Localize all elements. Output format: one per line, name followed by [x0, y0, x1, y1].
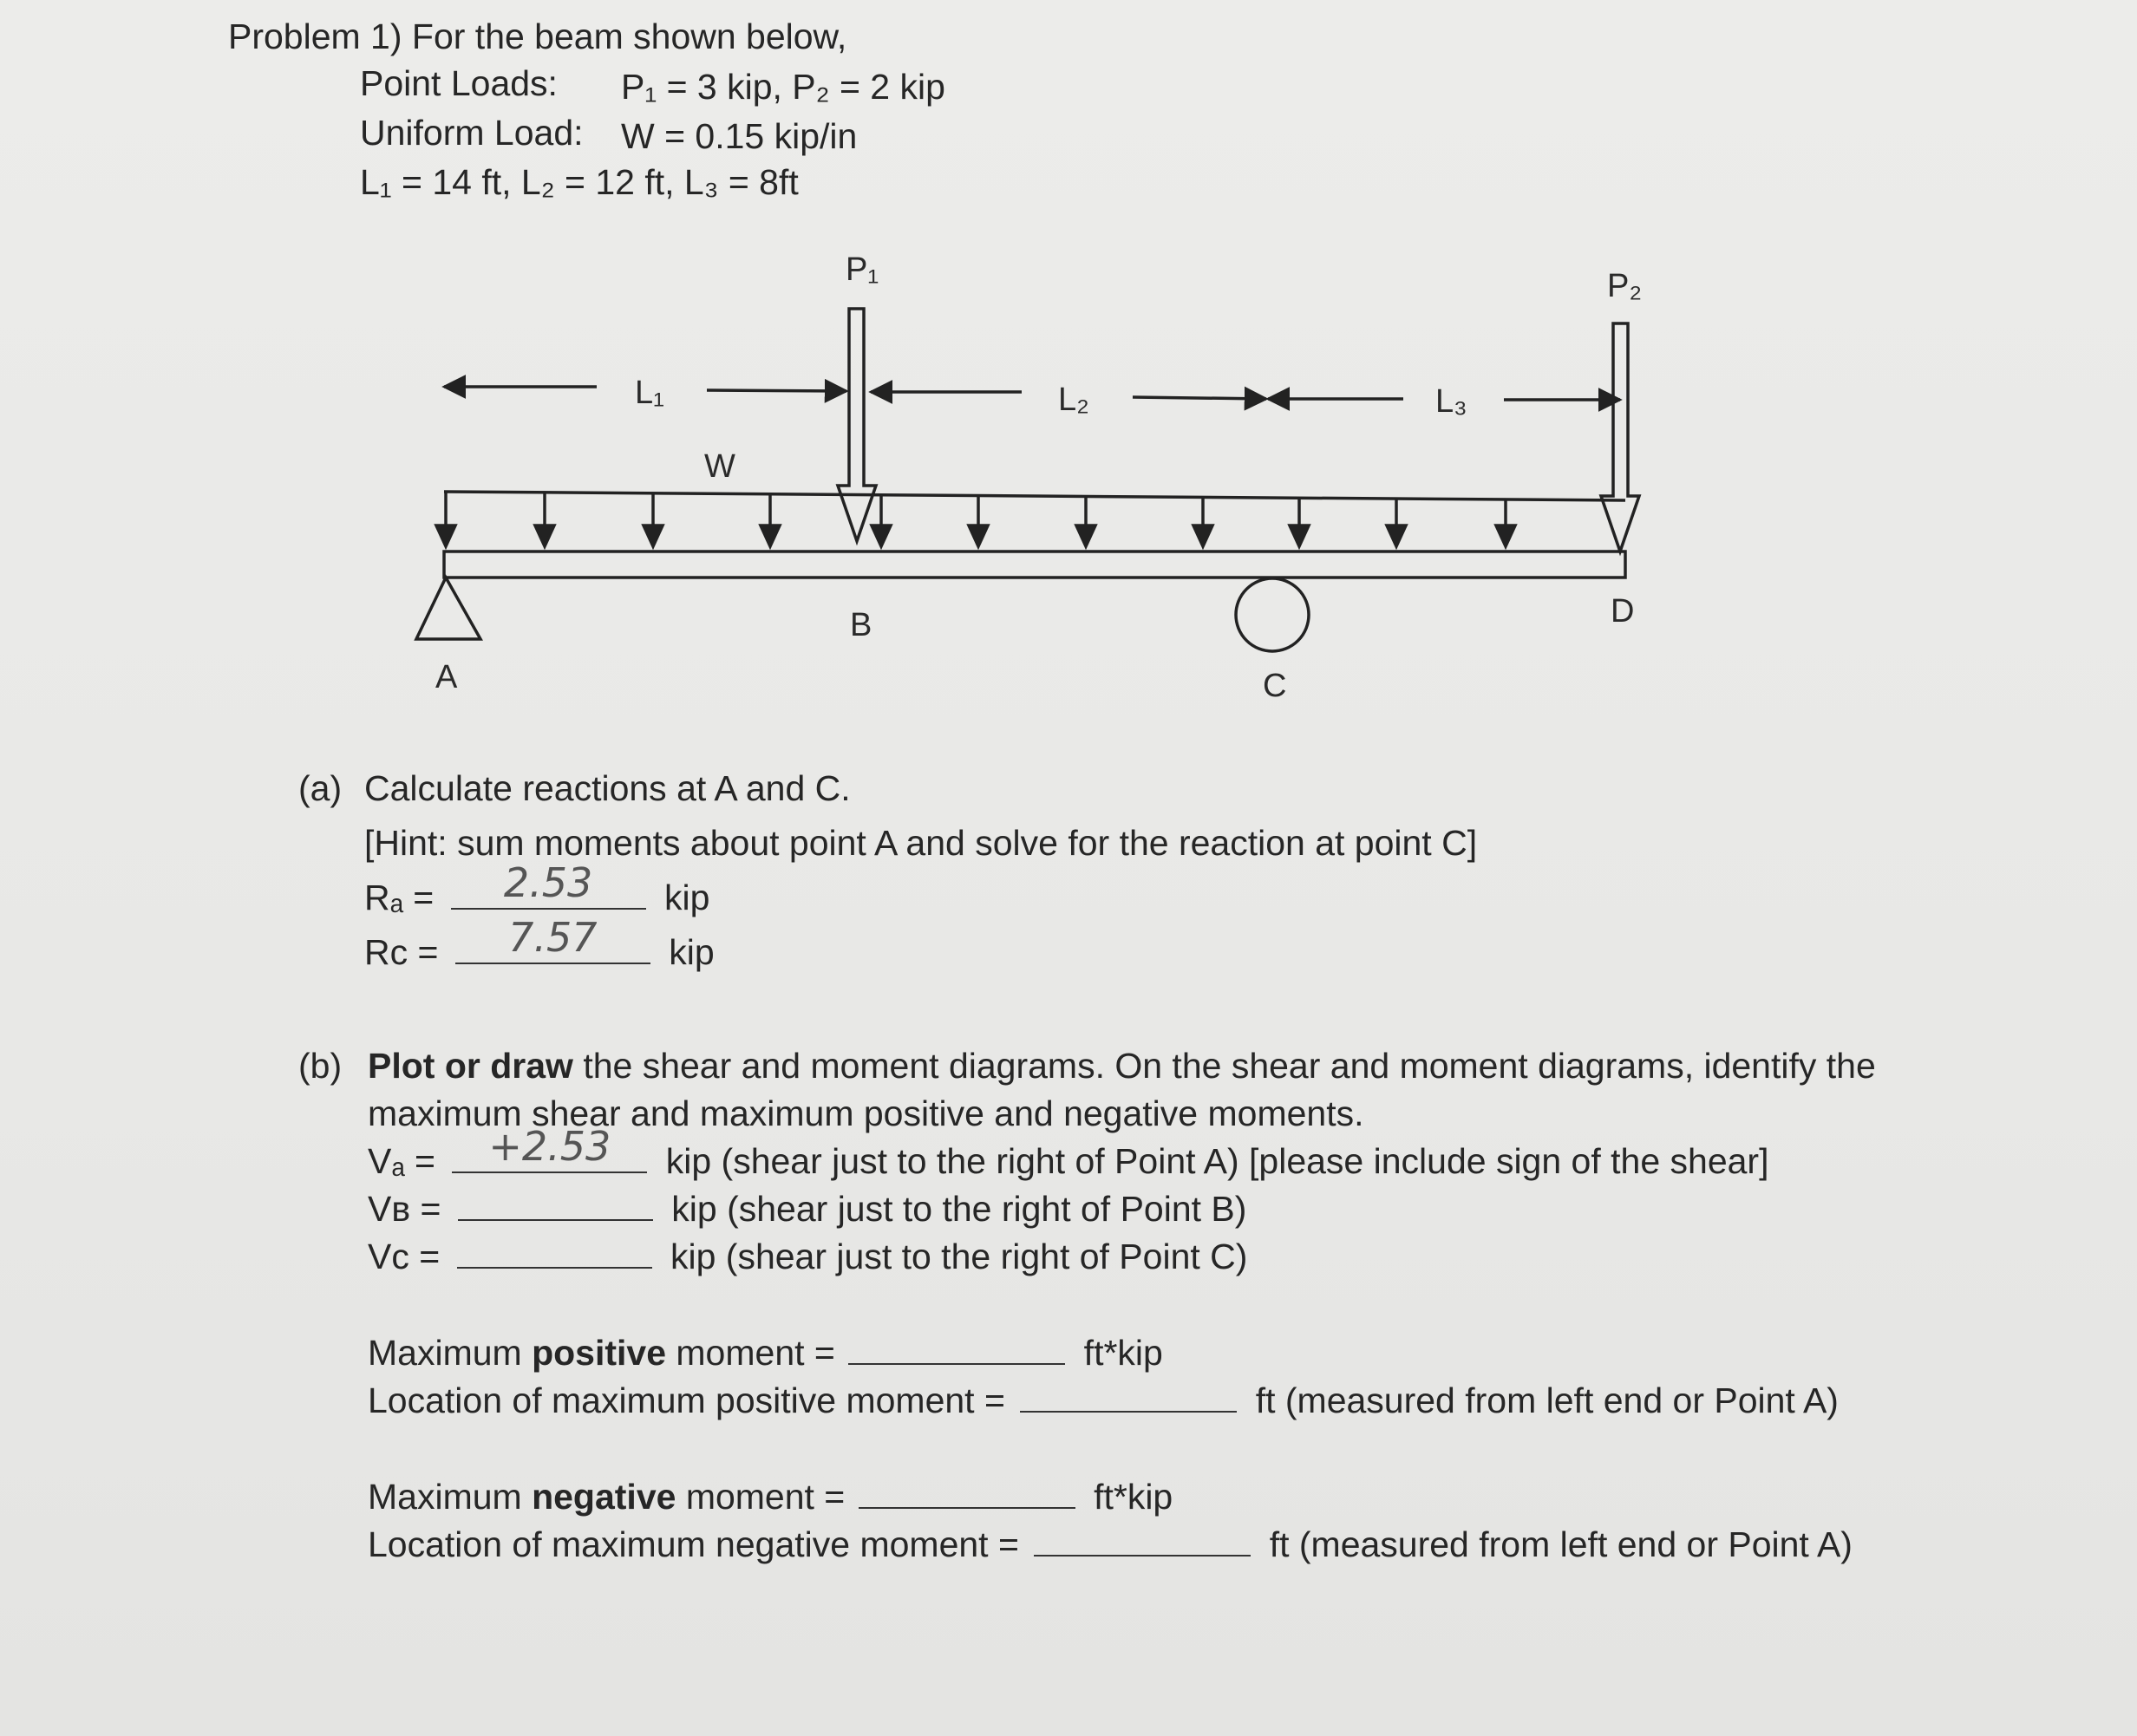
loc-neg-desc: ft (measured from left end or Point A): [1269, 1524, 1853, 1564]
part-b-line1: [368, 1048, 1876, 1084]
uniform-load-line: [444, 492, 1625, 500]
loc-pos-blank[interactable]: [1020, 1410, 1237, 1413]
pin-support-a: [416, 578, 480, 639]
vc-desc: kip (shear just to the right of Point C): [670, 1237, 1248, 1276]
max-neg-row: [368, 1479, 1173, 1515]
vc-row: [368, 1239, 1247, 1275]
label-d: D: [1611, 593, 1635, 630]
max-pos-unit: ft*kip: [1083, 1333, 1163, 1373]
loc-pos-row: [368, 1380, 1839, 1420]
label-p2: P₂: [1607, 268, 1643, 304]
max-neg-post: moment =: [676, 1477, 846, 1517]
label-a: A: [435, 659, 458, 695]
loc-pos-label: Location of maximum positive moment =: [368, 1380, 1005, 1420]
vb-row: [368, 1191, 1246, 1227]
max-pos-blank[interactable]: [848, 1362, 1065, 1365]
part-b-line1-bold: Plot or draw: [368, 1046, 573, 1086]
part-a-label: (a): [298, 768, 343, 808]
uniform-load-arrows: [436, 492, 1515, 546]
va-label: Vₐ =: [368, 1141, 435, 1181]
rc-label: Rc =: [364, 932, 439, 972]
loc-pos-desc: ft (measured from left end or Point A): [1255, 1380, 1839, 1420]
max-neg-pre: Maximum: [368, 1477, 533, 1517]
ra-unit: kip: [664, 878, 710, 917]
rc-row: [364, 914, 715, 972]
va-desc: kip (shear just to the right of Point A) [please include sign of the shear]: [665, 1141, 1769, 1181]
label-l1: L₁: [635, 375, 664, 411]
ra-row: [364, 859, 710, 917]
label-p1: P₁: [846, 251, 879, 288]
l2-dim-right: [1133, 397, 1266, 399]
part-b-line1-rest: the shear and moment diagrams. On the shear and moment diagrams, identify the: [572, 1046, 1876, 1086]
ra-handwritten-value: 2.53: [503, 859, 593, 906]
label-c: C: [1263, 668, 1287, 704]
p2-arrow: [1601, 323, 1639, 551]
ra-label: Rₐ =: [364, 878, 435, 917]
vc-label: Vc =: [368, 1237, 441, 1276]
point-loads-value: P₁ = 3 kip, P₂ = 2 kip: [621, 67, 945, 107]
problem-title: Problem 1) For the beam shown below,: [228, 16, 847, 56]
rc-blank[interactable]: [455, 914, 650, 964]
ra-blank[interactable]: [451, 859, 646, 910]
label-l2: L₂: [1058, 382, 1089, 418]
uniform-load-label: Uniform Load:: [360, 113, 584, 153]
roller-support-c: [1236, 578, 1309, 651]
max-neg-bold: negative: [532, 1477, 676, 1517]
label-b: B: [850, 607, 872, 643]
p1-arrow: [838, 309, 876, 541]
vb-label: Vʙ =: [368, 1189, 441, 1229]
part-a-hint: [Hint: sum moments about point A and solve for the reaction at point C]: [364, 823, 1478, 863]
va-row: [368, 1123, 1769, 1181]
rc-handwritten-value: 7.57: [508, 914, 598, 961]
max-pos-bold: positive: [532, 1333, 667, 1373]
vb-blank[interactable]: [458, 1218, 653, 1221]
max-neg-blank[interactable]: [859, 1506, 1075, 1509]
part-b-line2: maximum shear and maximum positive and negative moments.: [368, 1093, 1364, 1133]
loc-neg-blank[interactable]: [1034, 1554, 1251, 1557]
uniform-load-value: W = 0.15 kip/in: [621, 116, 858, 156]
va-handwritten-value: +2.53: [488, 1123, 611, 1170]
loc-neg-row: [368, 1524, 1853, 1564]
max-pos-row: [368, 1335, 1163, 1371]
label-w: W: [704, 448, 735, 485]
va-blank[interactable]: [452, 1123, 647, 1173]
beam: [444, 551, 1625, 578]
vb-desc: kip (shear just to the right of Point B): [671, 1189, 1247, 1229]
part-b-label: (b): [298, 1046, 343, 1086]
lengths-line: L₁ = 14 ft, L₂ = 12 ft, L₃ = 8ft: [360, 162, 799, 202]
label-l3: L₃: [1435, 383, 1467, 420]
max-neg-unit: ft*kip: [1094, 1477, 1173, 1517]
loc-neg-label: Location of maximum negative moment =: [368, 1524, 1019, 1564]
l1-dim-right: [707, 390, 846, 391]
part-a-question: Calculate reactions at A and C.: [364, 768, 851, 808]
vc-blank[interactable]: [457, 1266, 652, 1269]
max-pos-post: moment =: [666, 1333, 835, 1373]
point-loads-label: Point Loads:: [360, 63, 558, 103]
rc-unit: kip: [669, 932, 715, 972]
max-pos-pre: Maximum: [368, 1333, 533, 1373]
